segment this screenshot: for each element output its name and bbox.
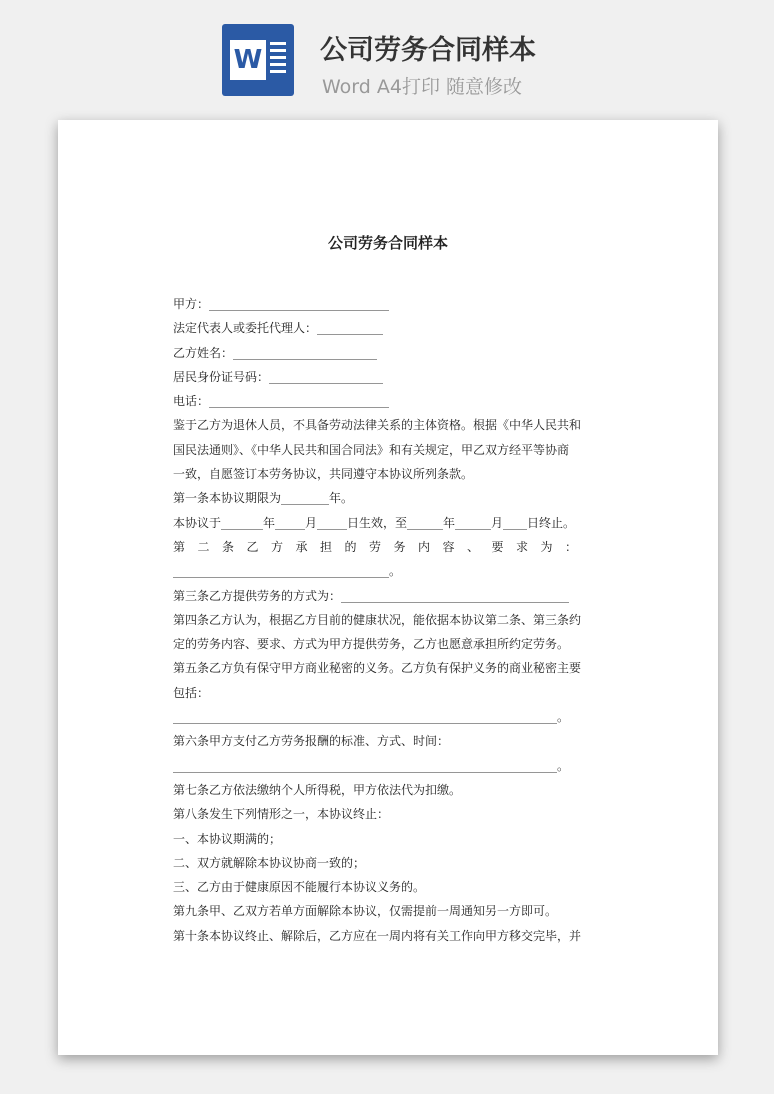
article-5-blank: ________________________________________________________________。 bbox=[173, 710, 570, 725]
article-3-line: 第三条乙方提供劳务的方式为：______________________________________ bbox=[173, 588, 570, 603]
article-8-item-3: 三、乙方由于健康原因不能履行本协议义务的。 bbox=[173, 880, 426, 895]
article-1-line: 第一条本协议期限为________年。 bbox=[173, 491, 354, 506]
header-subtitle: Word A4打印 随意修改 bbox=[322, 76, 523, 98]
article-10-line: 第十条本协议终止、解除后，乙方应在一周内将有关工作向甲方移交完毕，并 bbox=[173, 928, 582, 943]
preamble-line-3: 一致，自愿签订本劳务协议，共同遵守本协议所列条款。 bbox=[173, 467, 474, 482]
article-5-line-1: 第五条乙方负有保守甲方商业秘密的义务。乙方负有保护义务的商业秘密主要 bbox=[173, 661, 582, 676]
word-logo-icon bbox=[222, 24, 294, 96]
page-header bbox=[0, 0, 774, 110]
article-9-line: 第九条甲、乙双方若单方面解除本协议，仅需提前一周通知另一方即可。 bbox=[173, 904, 558, 919]
article-8-item-2: 二、双方就解除本协议协商一致的； bbox=[173, 855, 366, 870]
header-title: 公司劳务合同样本 bbox=[320, 35, 536, 66]
article-2-line: 第二条乙方承担的劳务内容、要求为： bbox=[173, 539, 590, 554]
article-2-blank: ____________________________________。 bbox=[173, 564, 402, 579]
document-lines-icon bbox=[270, 42, 286, 77]
preamble-line-1: 鉴于乙方为退休人员，不具备劳动法律关系的主体资格。根据《中华人民共和 bbox=[173, 418, 582, 433]
article-6-line: 第六条甲方支付乙方劳务报酬的标准、方式、时间： bbox=[173, 734, 450, 749]
document-page bbox=[58, 120, 718, 1055]
legal-rep-line: 法定代表人或委托代理人：___________ bbox=[173, 321, 384, 336]
term-dates-line: 本协议于_______年_____月_____日生效，至______年______月____日终止。 bbox=[173, 515, 576, 530]
party-b-name-line: 乙方姓名：________________________ bbox=[173, 345, 378, 360]
party-a-line: 甲方：______________________________ bbox=[173, 297, 390, 311]
article-7-line: 第七条乙方依法缴纳个人所得税，甲方依法代为扣缴。 bbox=[173, 782, 462, 797]
preamble-line-2: 国民法通则》、《中华人民共和国合同法》和有关规定，甲乙双方经平等协商 bbox=[173, 442, 570, 457]
document-title: 公司劳务合同样本 bbox=[327, 234, 448, 252]
article-6-blank: ________________________________________________________________。 bbox=[173, 758, 570, 773]
article-8-item-1: 一、本协议期满的； bbox=[173, 831, 282, 846]
id-number-line: 居民身份证号码：___________________ bbox=[173, 369, 384, 384]
phone-line: 电话：______________________________ bbox=[173, 394, 390, 409]
article-4-line-1: 第四条乙方认为，根据乙方目前的健康状况，能依据本协议第二条、第三条约 bbox=[173, 612, 582, 627]
article-8-line: 第八条发生下列情形之一，本协议终止： bbox=[173, 807, 390, 822]
article-5-line-2: 包括： bbox=[173, 685, 210, 700]
article-4-line-2: 定的劳务内容、要求、方式为甲方提供劳务，乙方也愿意承担所约定劳务。 bbox=[173, 637, 570, 652]
word-logo-letter: W bbox=[230, 40, 266, 80]
document-body bbox=[173, 292, 603, 948]
